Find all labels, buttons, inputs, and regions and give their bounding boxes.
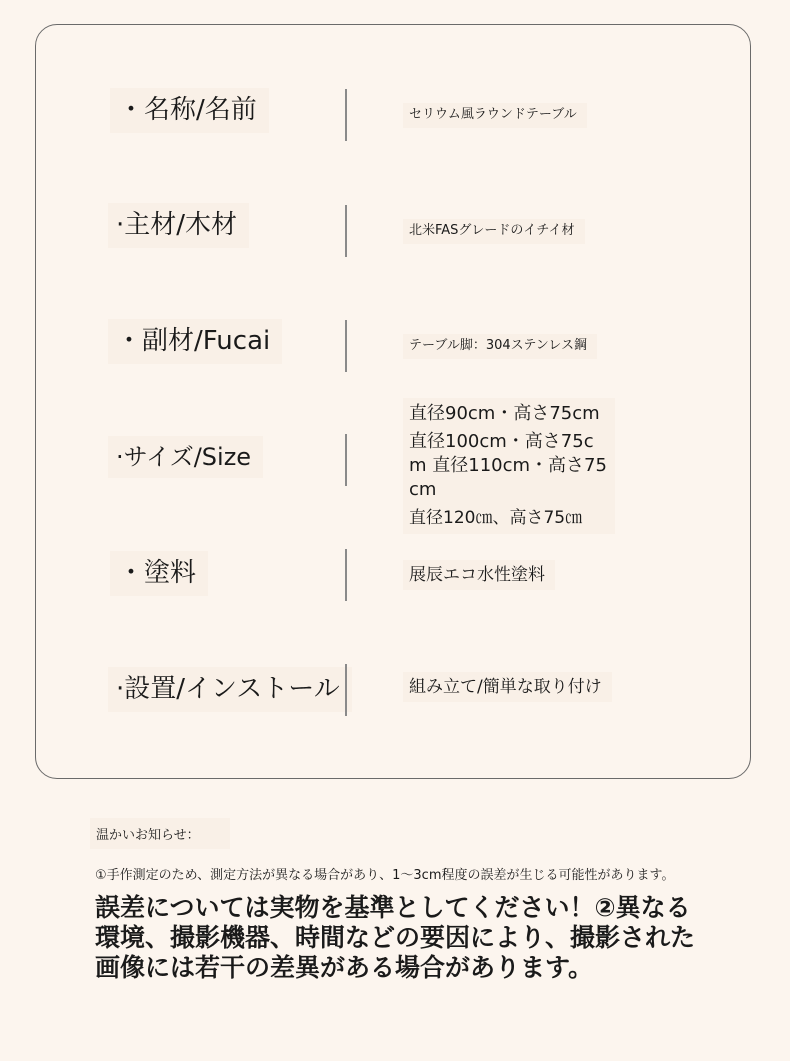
spec-value-sub-material: テーブル脚：304ステンレス鋼	[403, 334, 597, 359]
divider	[345, 205, 347, 257]
divider	[345, 89, 347, 141]
notice-line-1: ①手作測定のため、測定方法が異なる場合があり、1～3cm程度の誤差が生じる可能性があります。	[95, 868, 675, 883]
spec-label-size: ·サイズ/Size	[108, 436, 263, 478]
spec-value-material: 北米FASグレードのイチイ材	[403, 219, 585, 244]
size-option: 直径100cm・高さ75cm 直径110cm・高さ75cm	[409, 431, 607, 500]
divider	[345, 434, 347, 486]
spec-label-name: ・名称/名前	[110, 88, 269, 133]
spec-label-installation: ·設置/インストール	[108, 667, 352, 712]
divider	[345, 549, 347, 601]
divider	[345, 320, 347, 372]
spec-value-size	[403, 398, 615, 534]
notice-body: 誤差については実物を基準としてください！②異なる環境、撮影機器、時間などの要因により、撮影された画像には若干の差異がある場合があります。	[95, 893, 696, 982]
divider	[345, 664, 347, 716]
spec-card	[35, 24, 751, 779]
spec-value-name: セリウム風ラウンドテーブル	[403, 103, 587, 128]
spec-label-material: ·主材/木材	[108, 203, 249, 248]
spec-value-paint: 展辰エコ水性塗料	[403, 560, 555, 590]
size-option: 直径120㎝、高さ75㎝	[409, 508, 583, 528]
notice-heading: 温かいお知らせ：	[90, 818, 230, 849]
size-option: 直径90cm・高さ75cm	[409, 403, 600, 424]
spec-label-sub-material: ・副材/Fucai	[108, 319, 282, 364]
spec-value-installation: 組み立て/簡単な取り付け	[403, 672, 612, 702]
spec-label-paint: ・塗料	[110, 551, 208, 596]
